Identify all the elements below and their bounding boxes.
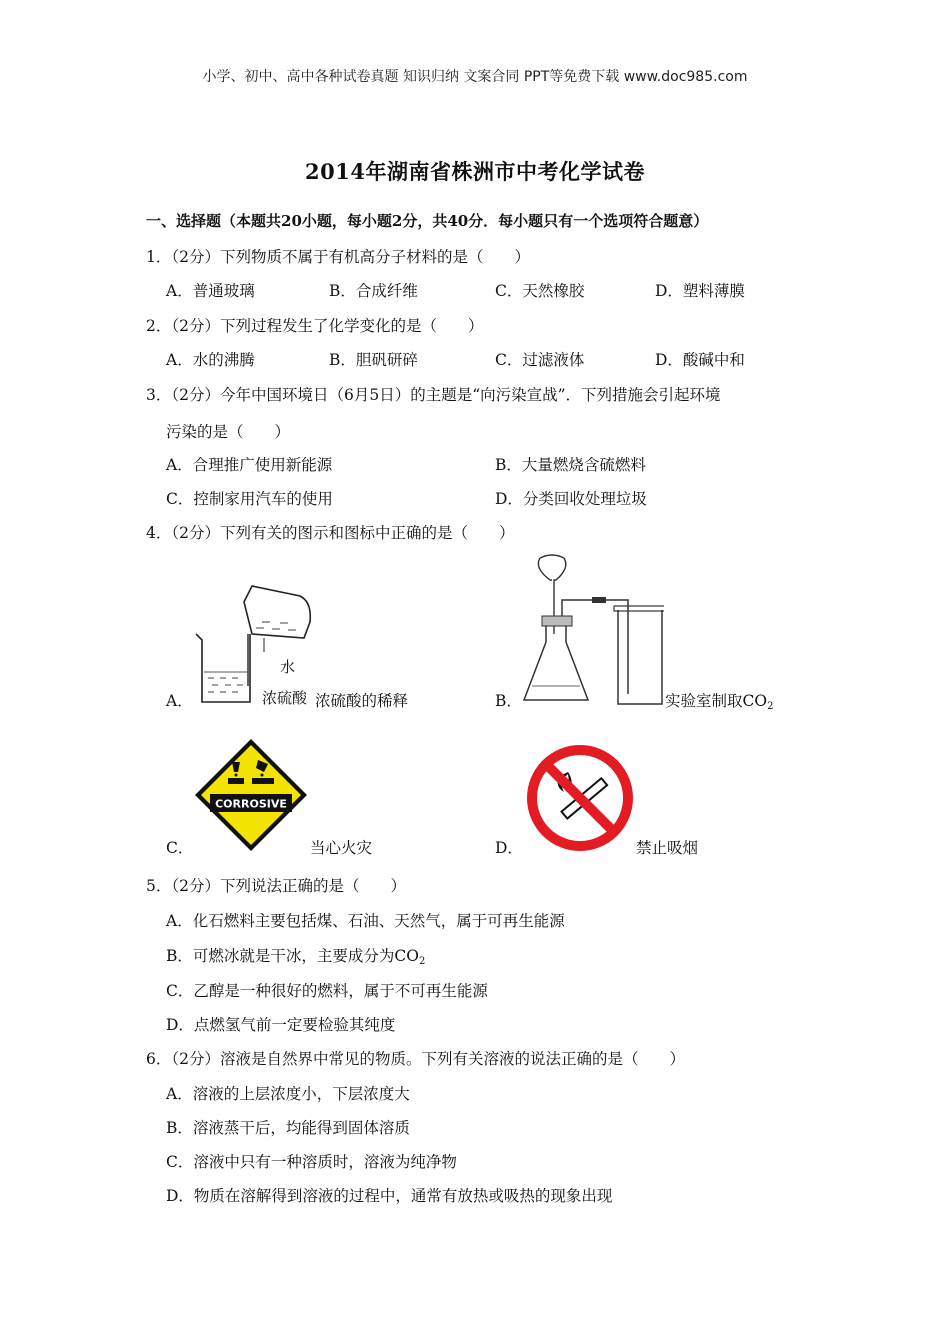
q6-option-d: D．物质在溶解得到溶液的过程中，通常有放热或吸热的现象出现: [166, 1187, 613, 1205]
page-title: 2014年湖南省株洲市中考化学试卷: [305, 159, 645, 184]
q1-option-d: D．塑料薄膜: [655, 282, 745, 300]
q2-option-c: C．过滤液体: [495, 351, 585, 369]
flask-stopper: [542, 616, 572, 626]
question-6-stem: 6．（2分）溶液是自然界中常见的物质。下列有关溶液的说法正确的是（ ）: [146, 1050, 685, 1068]
q4-option-c-letter: C．: [166, 839, 194, 857]
q2-option-d: D．酸碱中和: [655, 351, 745, 369]
q3-option-c: C．控制家用汽车的使用: [166, 490, 333, 508]
co2-apparatus-figure: [518, 554, 664, 708]
q4-option-d-caption: 禁止吸烟: [636, 839, 699, 857]
corrosive-sign: [194, 738, 308, 852]
q4-option-c-caption: 当心火灾: [310, 839, 373, 857]
conical-flask: [524, 624, 588, 700]
question-4-stem: 4．（2分）下列有关的图示和图标中正确的是（ ）: [146, 524, 515, 542]
upper-beaker-liquid-hatch: [256, 622, 296, 630]
q2-option-b: B．胆矾研碎: [329, 351, 418, 369]
q6-option-c: C．溶液中只有一种溶质时，溶液为纯净物: [166, 1153, 457, 1171]
q5-option-d: D．点燃氢气前一定要检验其纯度: [166, 1016, 396, 1034]
question-3-stem: 3．（2分）今年中国环境日（6月5日）的主题是“向污染宣战”．下列措施会引起环境: [146, 386, 721, 404]
q2-option-a: A．水的沸腾: [166, 351, 255, 369]
question-3-stem-cont: 污染的是（ ）: [166, 423, 291, 441]
tube-connector: [592, 597, 606, 603]
dilution-water-label: 水: [280, 658, 296, 676]
gas-jar: [618, 610, 662, 704]
q5-option-c: C．乙醇是一种很好的燃料，属于不可再生能源: [166, 982, 488, 1000]
no-smoking-sign: [524, 742, 636, 854]
section-heading: 一、选择题（本题共20小题，每小题2分，共40分．每小题只有一个选项符合题意）: [146, 212, 709, 230]
q1-option-b: B．合成纤维: [329, 282, 418, 300]
question-5-stem: 5．（2分）下列说法正确的是（ ）: [146, 877, 406, 895]
question-1-stem: 1．（2分）下列物质不属于有机高分子材料的是（ ）: [146, 248, 530, 266]
question-2-stem: 2．（2分）下列过程发生了化学变化的是（ ）: [146, 317, 484, 335]
q1-option-a: A．普通玻璃: [166, 282, 255, 300]
dilution-acid-label: 浓硫酸: [262, 689, 308, 707]
q4-option-b-caption: 实验室制取$CO_2$: [665, 692, 774, 712]
q1-option-c: C．天然橡胶: [495, 282, 585, 300]
q4-option-a-caption: 浓硫酸的稀释: [315, 692, 409, 710]
q4-option-b-letter: B．: [495, 692, 522, 710]
q3-option-a: A．合理推广使用新能源: [166, 456, 333, 474]
q4-option-a-letter: A．: [166, 692, 193, 710]
q6-option-a: A．溶液的上层浓度小，下层浓度大: [166, 1085, 410, 1103]
page-header: 小学、初中、高中各种试卷真题 知识归纳 文案合同 PPT等免费下载 www.doc985.com: [202, 69, 748, 85]
q3-option-b: B．大量燃烧含硫燃料: [495, 456, 646, 474]
gas-jar-cover: [614, 606, 664, 611]
q5-option-a: A．化石燃料主要包括煤、石油、天然气，属于可再生能源: [166, 912, 565, 930]
corrosive-sign-text: CORROSIVE: [215, 797, 287, 811]
q5-option-b: B．可燃冰就是干冰，主要成分为$CO_2$: [166, 947, 426, 967]
upper-beaker-outline: [244, 586, 310, 638]
q6-option-b: B．溶液蒸干后，均能得到固体溶质: [166, 1119, 410, 1137]
q4-option-d-letter: D．: [495, 839, 523, 857]
lower-beaker-liquid-hatch: [208, 678, 243, 692]
q3-option-d: D．分类回收处理垃圾: [495, 490, 647, 508]
